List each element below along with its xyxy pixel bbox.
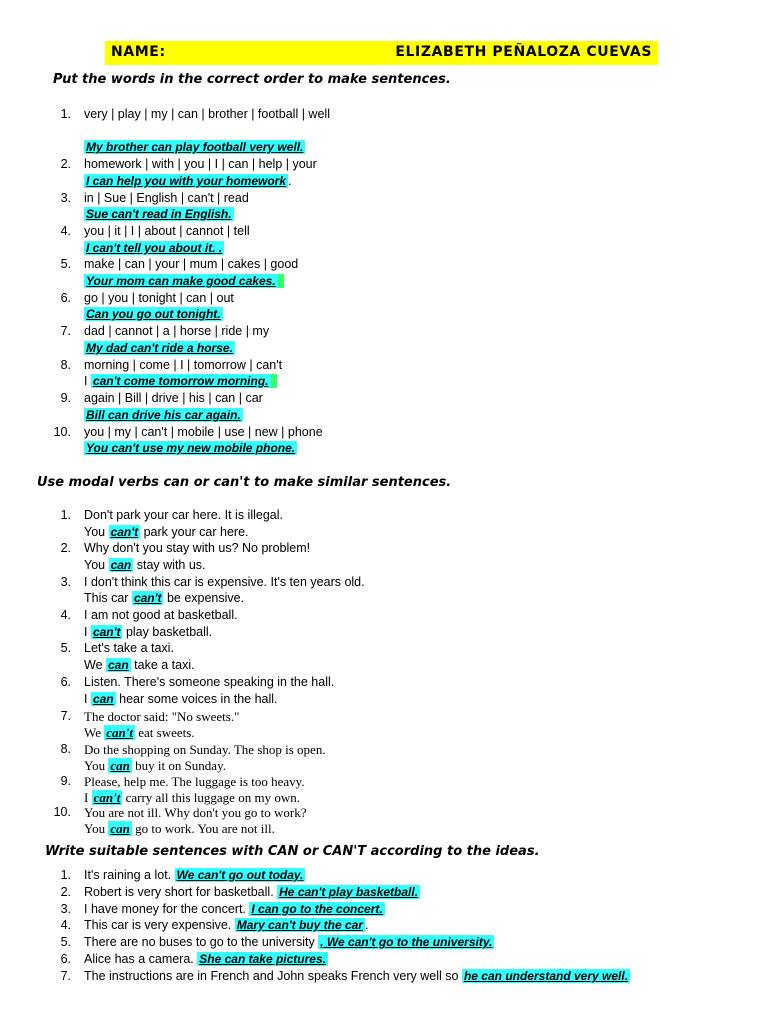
answer-modal: can't	[92, 625, 121, 639]
answer-modal: can't	[106, 725, 133, 740]
answer-line	[84, 692, 278, 706]
answer-pre: You	[84, 821, 109, 836]
answer-post: take a taxi.	[130, 658, 195, 672]
name-bar	[105, 41, 658, 65]
item-question: The doctor said: "No sweets."	[84, 709, 240, 724]
answer-highlight: I can help you with your homework	[86, 174, 287, 188]
answer-line	[84, 341, 235, 355]
item-number: 3.	[60, 902, 71, 916]
item-idea: The instructions are in French and John speaks French very well so	[84, 969, 462, 983]
item-words: in | Sue | English | can't | read	[84, 191, 249, 205]
item-words: you | my | can't | mobile | use | new | phone	[84, 425, 323, 439]
answer-post: hear some voices in the hall.	[115, 692, 278, 706]
answer-highlight: Sue can't read in English.	[86, 207, 232, 221]
answer-modal: can	[92, 692, 114, 706]
item-number: 9.	[60, 774, 71, 788]
section2-title: Use modal verbs can or can't to make similar sentences.	[37, 475, 452, 490]
answer-highlight: can't come tomorrow morning.	[91, 374, 277, 388]
item-number: 7.	[60, 969, 71, 983]
item-question: I don't think this car is expensive. It's ten years old.	[84, 575, 365, 589]
answer-line	[84, 558, 206, 572]
item-idea: I have money for the concert.	[84, 902, 250, 916]
section1-title: Put the words in the correct order to make sentences.	[53, 72, 451, 87]
answer-pre: You	[84, 558, 109, 572]
answer-highlight: You can't use my new mobile phone.	[86, 441, 296, 455]
item-number: 1.	[60, 107, 71, 121]
item-words: dad | cannot | a | horse | ride | my	[84, 324, 270, 338]
answer-modal: can't	[133, 591, 162, 605]
answer-line	[84, 174, 292, 188]
item-idea: It's raining a lot.	[84, 868, 175, 882]
sentence-line	[84, 969, 630, 983]
answer-pre: You	[84, 758, 109, 773]
answer-highlight: I can go to the concert.	[251, 902, 383, 916]
sentence-line	[84, 918, 368, 932]
answer-highlight: Mary can't buy the car	[236, 918, 363, 932]
item-number: 2.	[60, 885, 71, 899]
answer-post: carry all this luggage on my own.	[122, 790, 300, 805]
item-number: 3.	[60, 575, 71, 589]
item-question: I am not good at basketball.	[84, 608, 238, 622]
answer-modal: can	[110, 558, 132, 572]
item-number: 2.	[60, 541, 71, 555]
sentence-line	[84, 935, 494, 949]
answer-modal: can't	[93, 790, 121, 805]
sentence-line	[84, 885, 420, 899]
answer-highlight: My brother can play football very well.	[86, 140, 304, 154]
item-number: 9.	[60, 391, 71, 405]
item-number: 10.	[53, 425, 71, 439]
item-idea: Alice has a camera.	[84, 952, 198, 966]
answer-highlight: I can't tell you about it. .	[86, 241, 223, 255]
item-number: 6.	[60, 291, 71, 305]
item-number: 7.	[60, 709, 71, 723]
answer-post: stay with us.	[133, 558, 206, 572]
item-words: go | you | tonight | can | out	[84, 291, 234, 305]
item-number: 5.	[60, 641, 71, 655]
item-number: 5.	[60, 257, 71, 271]
answer-line	[84, 525, 249, 539]
answer-highlight: Bill can drive his car again.	[86, 408, 241, 422]
name-value: ELIZABETH PEÑALOZA CUEVAS	[395, 44, 652, 60]
item-number: 1.	[60, 868, 71, 882]
answer-line	[84, 790, 300, 806]
answer-modal: can	[108, 658, 129, 672]
item-number: 4.	[60, 918, 71, 932]
item-question: Why don't you stay with us? No problem!	[84, 541, 311, 555]
answer-pre: This car	[84, 591, 132, 605]
answer-highlight: he can understand very well.	[463, 969, 629, 983]
answer-post: go to work. You are not ill.	[131, 821, 275, 836]
answer-highlight: Can you go out tonight.	[86, 307, 221, 321]
item-number: 10.	[53, 805, 71, 819]
answer-prefix: I	[84, 374, 91, 388]
answer-line	[84, 307, 223, 321]
item-question: Let's take a taxi.	[84, 641, 174, 655]
answer-post: eat sweets.	[134, 725, 195, 740]
item-idea: This car is very expensive.	[84, 918, 235, 932]
answer-pre: We	[84, 658, 106, 672]
item-number: 7.	[60, 324, 71, 338]
answer-highlight: She can take pictures.	[199, 952, 326, 966]
answer-suffix: .	[288, 174, 292, 188]
answer-pre: I	[84, 625, 91, 639]
answer-tail: .	[364, 918, 369, 932]
item-words: make | can | your | mum | cakes | good	[84, 257, 299, 271]
answer-pre: You	[84, 525, 109, 539]
answer-pre: We	[84, 725, 105, 740]
item-number: 2.	[60, 157, 71, 171]
item-number: 6.	[60, 675, 71, 689]
answer-pre: I	[84, 692, 91, 706]
answer-post: park your car here.	[140, 525, 249, 539]
answer-modal: can	[110, 758, 130, 773]
item-question: Please, help me. The luggage is too heavy.	[84, 774, 305, 789]
item-number: 8.	[60, 742, 71, 756]
answer-line	[84, 758, 226, 774]
answer-highlight: My dad can't ride a horse.	[86, 341, 233, 355]
answer-line	[84, 274, 284, 288]
item-question: Don't park your car here. It is illegal.	[84, 508, 283, 522]
item-words: homework | with | you | I | can | help | your	[84, 157, 317, 171]
section3-title: Write suitable sentences with CAN or CAN'T according to the ideas.	[45, 844, 540, 859]
item-words: very | play | my | can | brother | football | well	[84, 107, 330, 121]
answer-line	[84, 207, 234, 221]
item-question: Listen. There's someone speaking in the hall.	[84, 675, 335, 689]
sentence-line	[84, 902, 385, 916]
sentence-line	[84, 952, 328, 966]
item-words: again | Bill | drive | his | can | car	[84, 391, 263, 405]
answer-line	[84, 408, 243, 422]
item-number: 4.	[60, 608, 71, 622]
answer-highlight: We can't go out today.	[176, 868, 304, 882]
item-number: 1.	[60, 508, 71, 522]
answer-line	[84, 241, 224, 255]
answer-highlight: Your mom can make good cakes.	[84, 274, 284, 288]
answer-line	[84, 441, 297, 455]
item-question: Do the shopping on Sunday. The shop is open.	[84, 742, 326, 757]
item-number: 3.	[60, 191, 71, 205]
answer-line	[84, 821, 275, 837]
answer-line	[84, 625, 212, 639]
item-idea: There are no buses to go to the university	[84, 935, 319, 949]
name-label: NAME:	[111, 44, 166, 60]
answer-highlight: He can't play basketball.	[279, 885, 419, 899]
answer-modal: can	[110, 821, 130, 836]
answer-line	[84, 725, 195, 741]
answer-line	[84, 374, 277, 388]
answer-pre: I	[84, 790, 92, 805]
item-number: 8.	[60, 358, 71, 372]
item-words: morning | come | I | tomorrow | can't	[84, 358, 283, 372]
item-question: You are not ill. Why don't you go to work?	[84, 805, 307, 820]
answer-line	[84, 658, 195, 672]
answer-highlight: , We can't go to the university.	[320, 935, 493, 949]
sentence-line	[84, 868, 305, 882]
answer-post: buy it on Sunday.	[131, 758, 226, 773]
answer-line	[84, 591, 244, 605]
item-words: you | it | I | about | cannot | tell	[84, 224, 250, 238]
item-number: 4.	[60, 224, 71, 238]
item-number: 6.	[60, 952, 71, 966]
item-number: 5.	[60, 935, 71, 949]
answer-post: be expensive.	[163, 591, 245, 605]
answer-line	[84, 140, 305, 154]
item-idea: Robert is very short for basketball.	[84, 885, 278, 899]
answer-modal: can't	[110, 525, 139, 539]
answer-post: play basketball.	[122, 625, 213, 639]
